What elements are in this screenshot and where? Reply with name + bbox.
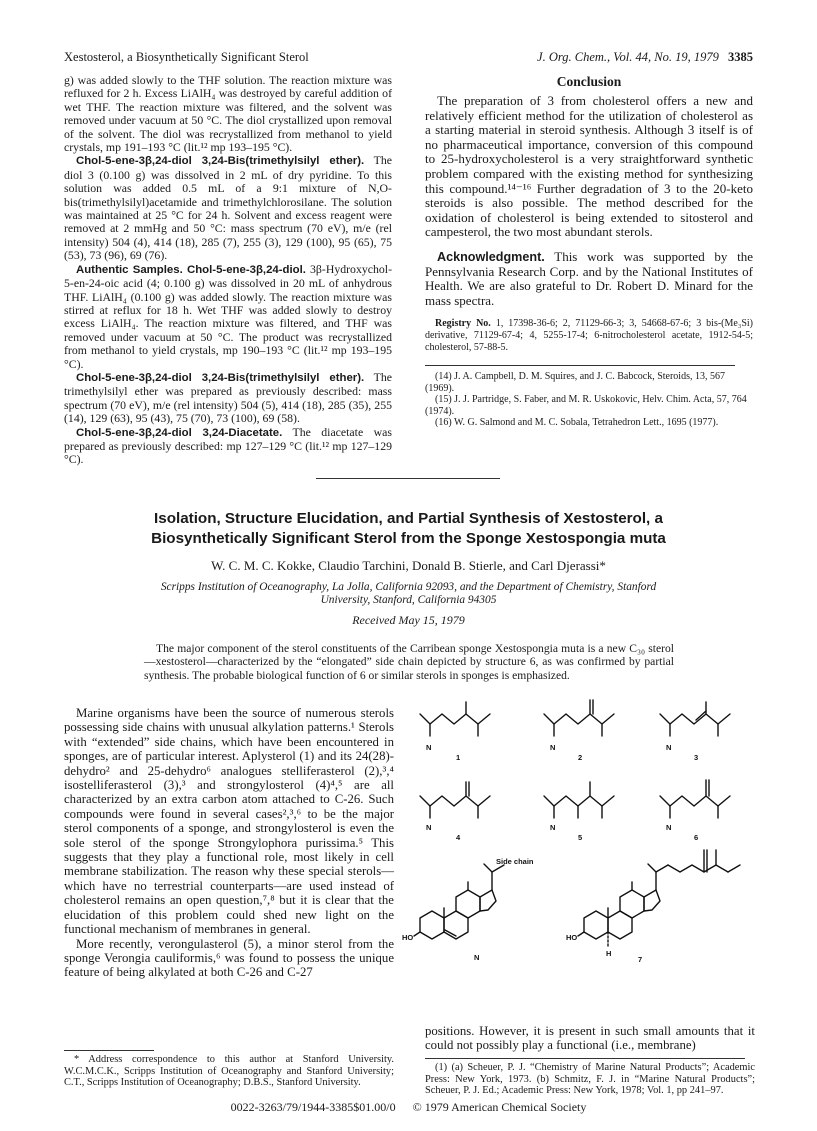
side-chain-structure-6 [660, 780, 730, 818]
author-list: W. C. M. C. Kokke, Claudio Tarchini, Donald B. Stierle, and Carl Djerassi* [211, 558, 606, 573]
reference-item: (16) W. G. Salmond and M. C. Sobala, Tetrahedron Lett., 1695 (1977). [435, 417, 719, 429]
acknowledgment-paragraph: This work was supported by the Pennsylvania Research Corp. and by the National Institutes of Health. We are also grateful to Dr. Robert D. Minard for the mass spectra. [425, 248, 754, 308]
structure-n-label-2: N [550, 743, 556, 752]
structure-number-7: 7 [638, 955, 643, 964]
affiliation-line-1: Scripps Institution of Oceanography, La Jolla, California 92093, and the Department of Chemistry, Stanford [160, 581, 657, 593]
body-right-paragraph: positions. However, it is present in such small amounts that it could not possibly play a functional (i.e., membrane) [425, 1024, 755, 1053]
experimental-paragraph: The trimethylsilyl ether was prepared as previously described: mass spectrum (70 eV), m/e (rel intensity) 504 (5), 414 (18), 285 (35), 255 (14), 129 (63), 95 (43), 75 (70), 73 (100), 69 (58). [64, 369, 392, 426]
structure-n-label-6: N [666, 823, 672, 832]
experimental-paragraph: The diacetate was prepared as previously described: mp 127–129 °C (lit.¹² mp 127–129 °C). [64, 424, 392, 467]
reference-divider-bottom [425, 1058, 745, 1059]
section-heading: Chol-5-ene-3β,24-diol 3,24-Bis(trimethylsilyl ether). [76, 371, 365, 384]
body-paragraph: More recently, verongulasterol (5), a minor sterol from the sponge Verongia cauliformis,⁶ was found to possess the unique feature of being alkylated at both C-26 and C-27 [64, 936, 394, 980]
reference-1: (1) (a) Scheuer, P. J. “Chemistry of Marine Natural Products”; Academic Press: New York, 1973. (b) Schmitz, F. J. in “Marine Natural Products”; Scheuer, P. J. Ed.; Academic Press: New York, 1978; Vol. 1, pp 241–97. [425, 1062, 755, 1097]
experimental-paragraph: The diol 3 (0.100 g) was dissolved in 2 mL of dry pyridine. To this solution was added 0.5 mL of a 9:1 mixture of N,O-bis(trimethylsilyl)acetamide and trimethylchlorosilane. The solution was maintained at 25 °C for 24 h. Solvent and excess reagent were removed at 2 mmHg and 50 °C: mass spectrum (70 eV), m/e (rel intensity) 504 (4), 414 (18), 285 (7), 255 (3), 129 (100), 95 (65), 75 (53), 73 (96), 69 (76). [64, 153, 392, 263]
article-code: 0022-3263/79/1944-3385$01.00/0 [230, 1100, 396, 1114]
ho-label-n: HO [402, 933, 414, 942]
received-date: Received May 15, 1979 [352, 613, 465, 627]
correspondence-footnote: * Address correspondence to this author at Stanford University. W.C.M.C.K., Scripps Institution of Oceanography and Stanford University; C.T., Scripps Institution of Oceanography; D.B.S., Stanford University. [64, 1054, 394, 1089]
side-chain-label: Side chain [496, 857, 534, 866]
section-heading: Authentic Samples. Chol-5-ene-3β,24-diol. [76, 263, 306, 276]
running-header-left: Xestosterol, a Biosynthetically Significant Sterol [64, 50, 309, 64]
conclusion-paragraph: The preparation of 3 from cholesterol offers a new and relatively efficient method for the utilization of cholesterol as a starting material in steroid synthesis. Although 3 itself is of no pharmaceutical importance, conversion of this compound to 25-hydroxycholesterol is a very straightforward synthetic problem compared with the existing method for synthesizing this compound.¹⁴⁻¹⁶ Further degradation of 3 to the 20-keto steroids is also possible. The method described for the oxidation of cholesterol is being extended to sitosterol and campesterol, the two most abundant sterols. [425, 93, 753, 240]
experimental-paragraph: 3β-Hydroxychol-5-en-24-oic acid (4; 0.100 g) was dissolved in 20 mL of anhydrous THF. LiAlH₄ (0.100 g) was added slowly. The reaction mixture was stirred at reflux for 18 h. Wet THF was added slowly to destroy excess LiAlH₄. The reaction mixture was filtered, and THF was removed under vacuum at 50 °C. The product was recrystallized from methanol to yield crystals, mp 190–193 °C (lit.¹² mp 193–195 °C). [64, 261, 392, 371]
structure-number-5: 5 [578, 833, 583, 842]
body-left-column [64, 706, 394, 980]
article-title [60, 509, 757, 549]
reference-list [425, 371, 753, 429]
footnote-divider [64, 1050, 154, 1051]
structure-n-label-1: N [426, 743, 432, 752]
structure-number-1: 1 [456, 753, 461, 762]
reference-item: (14) J. A. Campbell, D. M. Squires, and J. C. Babcock, Steroids, 13, 567 (1969). [425, 371, 725, 394]
structure-number-3: 3 [694, 753, 699, 762]
page-footer [60, 1100, 757, 1115]
structure-number-4: 4 [456, 833, 461, 842]
registry-numbers: 1, 17398-36-6; 2, 71129-66-3; 3, 54668-67-6; 3 bis-(Me₃Si) derivative, 71129-67-4; 4, 5255-17-4; 6-nitrocholesterol acetate, 1912-54-5; cholesterol, 57-88-5. [425, 318, 754, 353]
affiliation [60, 581, 757, 608]
structure-number-2: 2 [578, 753, 583, 762]
title-line-2: Biosynthetically Significant Sterol from the Sponge Xestospongia muta [151, 530, 666, 547]
steroid-structure-7 [578, 850, 740, 946]
title-line-1: Isolation, Structure Elucidation, and Partial Synthesis of Xestosterol, a [154, 510, 663, 527]
upper-left-column [64, 74, 392, 467]
reference-item: (15) J. J. Partridge, S. Faber, and M. R. Uskokovic, Helv. Chim. Acta, 57, 764 (1974). [425, 394, 747, 417]
ho-label-7: HO [566, 933, 578, 942]
journal-citation: J. Org. Chem., Vol. 44, No. 19, 1979 [537, 50, 719, 64]
steroid-nucleus-n [414, 864, 504, 939]
side-chain-structure-2 [544, 700, 614, 736]
body-paragraph: Marine organisms have been the source of numerous sterols possessing side chains with unusual alkylation patterns.¹ Sterols with “extended” side chains, which have been encountered in sponges, are of particular interest. Aplysterol (1) and its 24(28)-dehydro² and 25-dehydro⁶ analogues stelliferasterol (2),³,⁴ isostelliferasterol (3),³ and strongylosterol (4)⁴,⁵ are all characterized by an extra carbon atom attached to C-26. Such compounds were found in several cases²,³,⁶ to be the major sterol components of a sponge, and strongylosterol is even the sole sterol of the sponge Strongylophora purissima.⁵ This suggests that they play a functional role, most likely in cell membrane stabilization. The reason why these special sterols—which have no terrestrial counterparts—are used instead of cholesterol remains an open question,⁷,⁸ but it is clear that the elucidation of this problem could shed new light on the functional mechanism of membranes in general. [64, 706, 394, 937]
reference-divider [425, 365, 735, 366]
structure-n-label-5: N [550, 823, 556, 832]
article-divider [316, 478, 500, 479]
structure-n-label-3: N [666, 743, 672, 752]
structure-number-6: 6 [694, 833, 699, 842]
side-chain-structure-1 [420, 702, 490, 736]
copyright: © 1979 American Chemical Society [412, 1100, 587, 1114]
structure-n-label-nucleus: N [474, 953, 480, 962]
side-chain-structure-4 [420, 782, 490, 818]
section-heading: Chol-5-ene-3β,24-diol 3,24-Diacetate. [76, 426, 283, 439]
page-number: 3385 [728, 50, 753, 64]
affiliation-line-2: University, Stanford, California 94305 [320, 594, 497, 607]
section-heading: Chol-5-ene-3β,24-diol 3,24-Bis(trimethylsilyl ether). [76, 155, 365, 168]
side-chain-structure-3 [660, 702, 730, 736]
conclusion-heading: Conclusion [556, 74, 622, 89]
sterol-structures-figure [402, 700, 752, 1018]
structure-n-label-4: N [426, 823, 432, 832]
registry-heading: Registry No. [435, 318, 491, 330]
experimental-paragraph: g) was added slowly to the THF solution. The reaction mixture was refluxed for 2 h. Excess LiAlH₄ was destroyed by careful addition of wet THF. The reaction mixture was filtered, and the solvent was removed under vacuum at 50 °C. The diol crystallized upon removal of the solvent. The diol was recrystallized from methanol to yield crystals, mp 191–193 °C (lit.¹² mp 193–195 °C). [64, 73, 392, 155]
upper-right-column [425, 74, 753, 429]
abstract: The major component of the sterol constituents of the Carribean sponge Xestospongia muta is a new C₃₀ sterol—xestosterol—characterized by the “elongated” side chain depicted by structure 6, as was confirmed by partial synthesis. The probable biological function of 6 or similar sterols in sponges is emphasized. [144, 642, 674, 682]
running-header-right [537, 50, 753, 65]
h-label: H [606, 949, 612, 958]
side-chain-structure-5 [544, 782, 614, 818]
acknowledgment-heading: Acknowledgment. [437, 249, 545, 264]
